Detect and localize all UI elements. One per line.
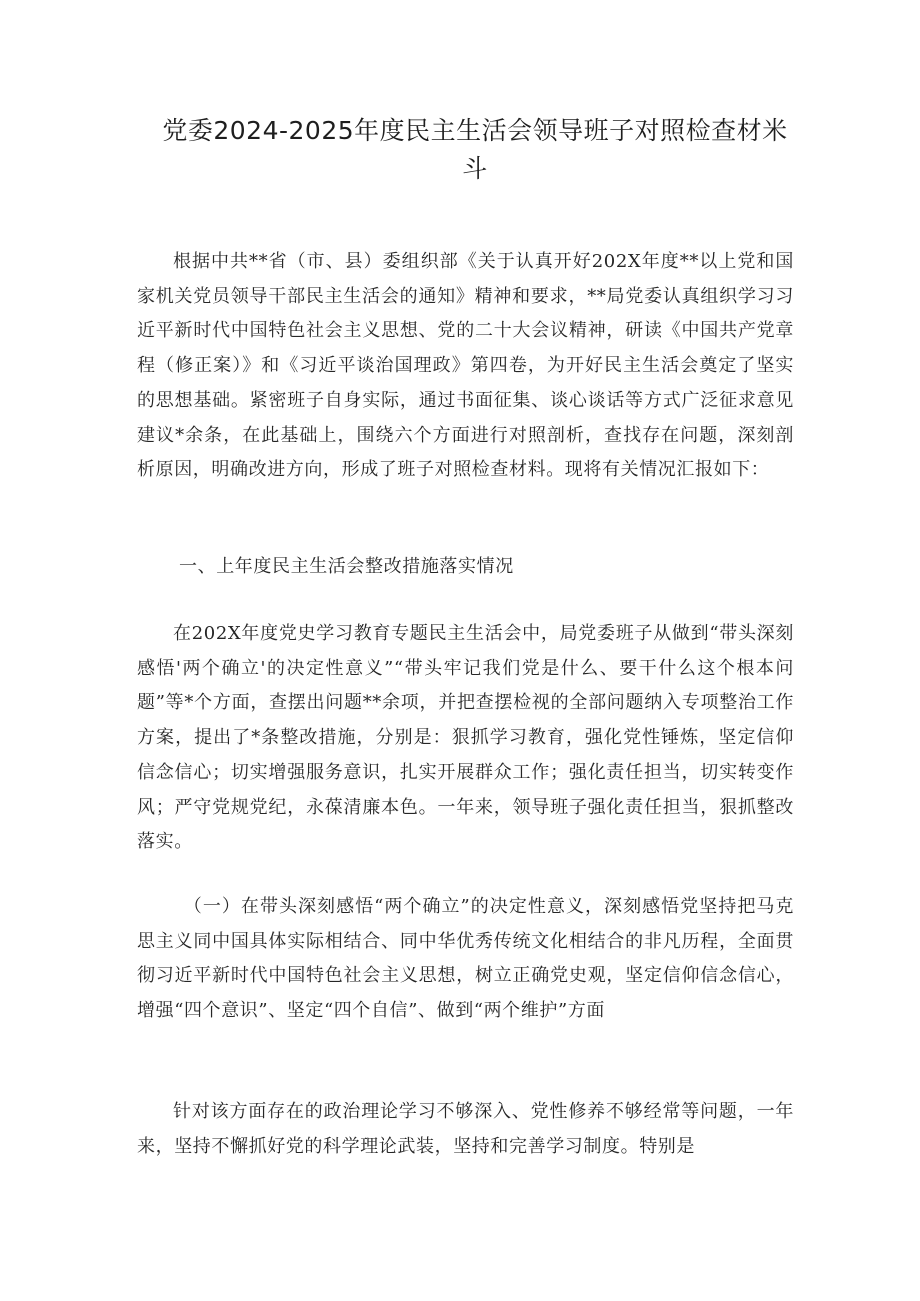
section-heading: 一、上年度民主生活会整改措施落实情况 bbox=[179, 556, 514, 577]
intro-paragraph: 根据中共**省（市、县）委组织部《关于认真开好202X年度**以上党和国家机关党员领导干部民主生活会的通知》精神和要求，**局党委认真组织学习习近平新时代中国特色社会主义思想、党的二十大会议精神，研读《中国共产党章程（修正案）》和《习近平谈治国理政》第四卷，为开好民主生活会奠定了坚实的思想基础。紧密班子自身实际，通过书面征集、谈心谈话等方式广泛征求意见建议*余条，在此基础上，围绕六个方面进行对照剖析，查找存在问题，深刻剖析原因，明确改进方向，形成了班子对照检查材料。现将有关情况汇报如下： bbox=[137, 251, 794, 481]
subsection-heading: （一）在带头深刻感悟“两个确立”的决定性意义，深刻感悟党坚持把马克思主义同中国具体实际相结合、同中华优秀传统文化相结合的非凡历程，全面贯彻习近平新时代中国特色社会主义思想，树立正确党史观，坚定信仰信念信心，增强“四个意识”、坚定“四个自信”、做到“两个维护”方面 bbox=[137, 896, 794, 1022]
subsection-paragraph: 针对该方面存在的政治理论学习不够深入、党性修养不够经常等问题，一年来，坚持不懈抓好党的科学理论武装，坚持和完善学习制度。特别是 bbox=[137, 1101, 794, 1157]
document-title: 党委2024-2025年度民主生活会领导班子对照检查材米斗 bbox=[162, 116, 788, 183]
section-paragraph: 在202X年度党史学习教育专题民主生活会中，局党委班子从做到“带头深刻感悟'两个确立'的决定性意义”“带头牢记我们党是什么、要干什么这个根本问题”等*个方面，查摆出问题**余项，并把查摆检视的全部问题纳入专项整治工作方案，提出了*条整改措施，分别是：狠抓学习教育，强化党性锤炼，坚定信仰信念信心；切实增强服务意识，扎实开展群众工作；强化责任担当，切实转变作风；严守党规党纪，永葆清廉本色。一年来，领导班子强化责任担当，狠抓整改落实。 bbox=[137, 623, 794, 853]
